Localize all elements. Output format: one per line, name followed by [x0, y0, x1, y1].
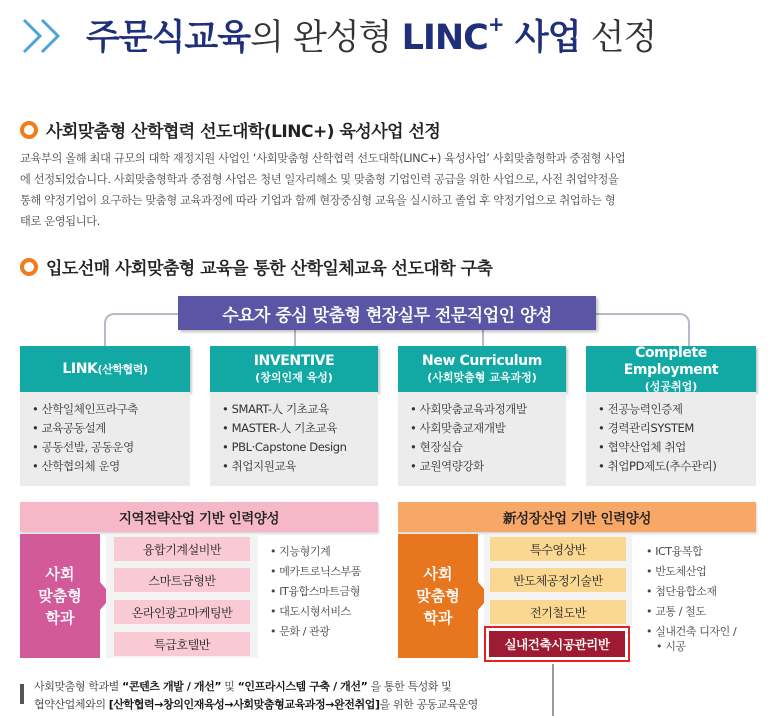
column-title: INVENTIVE — [253, 353, 335, 369]
footer-note — [34, 678, 478, 714]
title-part1: 주문식교육 — [86, 18, 251, 58]
list-item: • 교원역량강화 — [410, 457, 566, 476]
para-line: 에 선정되었습니다. 사회맞춤형학과 중점형 사업은 청년 일자리해소 및 맞춤형 기업인력 공급을 위한 사업으로, 사전 취업약정을 — [20, 173, 619, 186]
note-emphasis: [산학협력→창의인재육성→사회맞춤형교육과정→완전취업] — [108, 698, 380, 711]
list-item: • PBL·Capstone Design — [222, 438, 378, 457]
regional-dept-box — [20, 534, 100, 658]
list-item: • 취업지원교육 — [222, 457, 378, 476]
field-item: • 지능형기계 — [270, 542, 361, 562]
list-item: • 사회맞춤교육과정개발 — [410, 400, 566, 419]
page-title — [86, 10, 656, 60]
list-item: • 현장실습 — [410, 438, 566, 457]
column-list-employment — [586, 392, 756, 486]
column-subtitle: (성공취업) — [644, 379, 698, 393]
field-item: • 대도시형서비스 — [270, 602, 361, 622]
field-item: • 문화 / 관광 — [270, 622, 361, 642]
class-item: 특수영상반 — [490, 537, 626, 561]
connector-line — [294, 330, 296, 347]
column-title — [62, 361, 147, 378]
section2-header — [20, 254, 492, 279]
title-part4: 사업 — [503, 18, 581, 58]
list-item: • 산학협의체 운영 — [32, 457, 190, 476]
field-item: • IT융합스마트금형 — [270, 582, 361, 602]
class-item: 스마트금형반 — [114, 568, 250, 592]
list-item: • 취업PD제도(추수관리) — [598, 457, 756, 476]
section2-heading: 입도선매 사회맞춤형 교육을 통한 산학일체교육 선도대학 구축 — [46, 259, 493, 279]
dept-line: 사회 — [423, 565, 453, 583]
note-emphasis: “콘텐츠 개발 / 개선” — [122, 680, 222, 693]
note-line-2 — [34, 696, 478, 714]
list-item: • MASTER-人 기초교육 — [222, 419, 378, 438]
title-part2: 의 완성형 — [250, 18, 402, 58]
note-emphasis: “인프라시스템 구축 / 개선” — [237, 680, 368, 693]
orange-ring-icon — [20, 121, 38, 139]
dept-line: 학과 — [45, 609, 75, 627]
list-item: • 산학일체인프라구축 — [32, 400, 190, 419]
note-text: 을 통한 특성화 및 — [367, 680, 452, 693]
note-bar — [20, 684, 24, 704]
list-item: • 공동선발, 공동운영 — [32, 438, 190, 457]
para-line: 태로 운영됩니다. — [20, 215, 101, 228]
list-item: • 교육공동설계 — [32, 419, 190, 438]
column-list-curriculum — [398, 392, 566, 486]
field-item: • 반도체산업 — [646, 562, 736, 582]
column-head-link — [20, 346, 190, 392]
growth-dept-box — [398, 534, 478, 658]
para-line: 교육부의 올해 최대 규모의 대학 재정지원 사업인 ‘사회맞춤형 산학협력 선도대학(LINC+) 육성사업’ 사회맞춤형학과 중점형 사업 — [20, 152, 626, 165]
field-item: • 첨단융합소재 — [646, 582, 736, 602]
growth-field-list — [638, 538, 736, 657]
column-title-main: LINK — [62, 360, 98, 377]
note-text: 을 위한 공동교육운영 — [379, 698, 478, 711]
highlight-class-box — [484, 626, 630, 662]
column-title-small: (산학협력) — [97, 362, 148, 376]
column-list-inventive — [210, 392, 378, 486]
column-head-curriculum — [398, 346, 566, 392]
field-item: • 시공 — [646, 637, 736, 657]
list-item: • 경력관리SYSTEM — [598, 419, 756, 438]
double-chevron-icon — [20, 16, 70, 56]
field-item: • ICT융복합 — [646, 542, 736, 562]
highlight-class-label: 실내건축시공관리반 — [489, 631, 625, 657]
column-subtitle: (사회맞춤형 교육과정) — [427, 371, 537, 384]
note-text: 협약산업체와의 — [34, 698, 109, 711]
column-head-employment — [586, 346, 756, 392]
growth-heading: 新성장산업 기반 인력양성 — [398, 502, 756, 532]
list-item: • SMART-人 기초교육 — [222, 400, 378, 419]
title-sup: + — [487, 12, 504, 36]
list-item: • 사회맞춤교재개발 — [410, 419, 566, 438]
section1-paragraph — [20, 148, 760, 232]
connector-line — [482, 330, 484, 347]
para-line: 통해 약정기업이 요구하는 맞춤형 교육과정에 따라 기업과 함께 현장중심형 교육을 실시하고 졸업 후 약정기업으로 취업하는 형 — [20, 194, 616, 207]
field-item: • 실내건축 디자인 / — [646, 622, 736, 642]
title-part3: LINC — [401, 18, 488, 58]
section1-header — [20, 117, 440, 142]
column-title: New Curriculum — [422, 353, 542, 369]
connector-line — [552, 664, 554, 716]
field-item: • 메카트로닉스부품 — [270, 562, 361, 582]
class-item: 반도체공정기술반 — [490, 568, 626, 592]
dept-line: 맞춤형 — [38, 587, 82, 605]
note-text: 사회맞춤형 학과별 — [34, 680, 123, 693]
column-head-inventive — [210, 346, 378, 392]
column-subtitle: (창의인재 육성) — [255, 371, 333, 384]
dept-line: 사회 — [45, 565, 75, 583]
regional-field-list — [262, 538, 361, 642]
column-list-link — [20, 392, 190, 486]
field-item: • 교통 / 철도 — [646, 602, 736, 622]
class-item: 특급호텔반 — [114, 632, 250, 656]
dept-line: 맞춤형 — [416, 587, 460, 605]
regional-heading: 지역전략산업 기반 인력양성 — [20, 502, 378, 532]
list-item: • 전공능력인증제 — [598, 400, 756, 419]
note-text: 및 — [221, 680, 238, 693]
column-title: Complete Employment — [623, 344, 719, 378]
section1-heading: 사회맞춤형 산학협력 선도대학(LINC+) 육성사업 선정 — [46, 122, 441, 142]
note-line-1 — [34, 678, 478, 696]
orange-ring-icon — [20, 258, 38, 276]
list-item: • 협약산업체 취업 — [598, 438, 756, 457]
class-item: 전기철도반 — [490, 600, 626, 624]
dept-line: 학과 — [423, 609, 453, 627]
class-item: 온라인광고마케팅반 — [114, 600, 250, 624]
class-item: 융합기계설비반 — [114, 537, 250, 561]
title-part5: 선정 — [580, 18, 657, 58]
banner: 수요자 중심 맞춤형 현장실무 전문직업인 양성 — [178, 296, 596, 330]
